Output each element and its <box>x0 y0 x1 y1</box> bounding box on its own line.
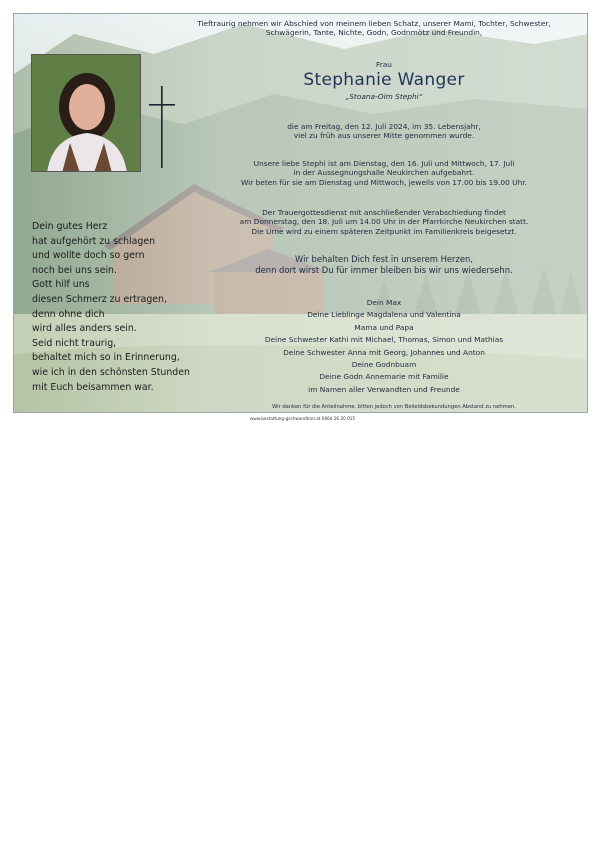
quote <box>204 254 564 275</box>
poem-line: noch bei uns sein. <box>32 264 117 276</box>
poem-line: Dein gutes Herz <box>32 221 108 232</box>
poem-line: hat aufgehört zu schlagen <box>32 235 156 247</box>
nickname: „Stoana-Oim Stephi“ <box>345 92 423 101</box>
death-text <box>214 122 554 141</box>
poem-line: denn ohne dich <box>32 308 105 320</box>
poem-line: Seid nicht traurig, <box>32 337 117 349</box>
header-line: Schwägerin, Tante, Nichte, Godn, Godnmötz und Freundin, <box>265 28 483 38</box>
obituary-card <box>13 13 588 413</box>
service-line: am Donnerstag, den 18. Juli um 14.00 Uhr in der Pfarrkirche Neukirchen statt. <box>239 217 529 227</box>
service-line: Die Urne wird zu einem späteren Zeitpunkt im Familienkreis beigesetzt. <box>251 226 517 236</box>
mourner-line: Deine Godn Annemarie mit Familie <box>319 372 449 382</box>
poem-line: behaltet mich so in Erinnerung, <box>32 352 180 364</box>
service-line: Der Trauergottesdienst mit anschließender Verabschiedung findet <box>262 208 506 217</box>
deceased-name: Stephanie Wanger <box>303 70 465 90</box>
poem <box>32 220 190 395</box>
mourner-line: Deine Schwester Kathi mit Michael, Thomas, Simon und Mathias <box>264 335 504 345</box>
header-text <box>164 19 584 38</box>
poem-line: und wollte doch so gern <box>32 250 145 262</box>
wake-line: in der Aussegnungshalle Neukirchen aufgebahrt. <box>293 168 475 178</box>
thanks-note: Wir danken für die Anteilnahme, bitten jedoch von Beileidsbekundungen Abstand zu nehmen. <box>272 404 516 410</box>
quote-line: Wir behalten Dich fest in unserem Herzen, <box>294 254 473 264</box>
poem-line: wird alles anders sein. <box>32 323 137 335</box>
mourner-line: Dein Max <box>366 298 402 307</box>
mourner-line: Mama und Papa <box>354 322 414 332</box>
death-line: die am Freitag, den 12. Juli 2024, im 35. Lebensjahr, <box>287 122 481 131</box>
salutation: Frau <box>376 60 392 69</box>
wake-line: Unsere liebe Stephi ist am Dienstag, den 16. Juli und Mittwoch, 17. Juli <box>253 159 515 168</box>
poem-line: diesen Schmerz zu ertragen, <box>32 293 167 305</box>
wake-text <box>184 159 584 187</box>
mourner-line: Deine Lieblinge Magdalena und Valentina <box>307 310 461 320</box>
death-line: viel zu früh aus unserer Mitte genommen wurde. <box>293 131 475 141</box>
poem-line: mit Euch beisammen war. <box>32 381 154 393</box>
mourners-list <box>234 297 534 396</box>
portrait-photo <box>31 54 141 172</box>
cross-icon <box>149 86 175 168</box>
quote-line: denn dort wirst Du für immer bleiben bis wir uns wiedersehn. <box>255 264 513 275</box>
footer-contact: www.bestattung-gschwandtner.at 0664 26 20 015 <box>250 416 356 421</box>
header-line: Tieftraurig nehmen wir Abschied von meinem lieben Schatz, unserer Mami, Tochter, Schwester, <box>197 19 551 28</box>
poem-line: wie ich in den schönsten Stunden <box>32 366 190 378</box>
mourner-line: Deine Godnbuam <box>351 360 417 370</box>
service-text <box>184 208 584 236</box>
wake-line: Wir beten für sie am Dienstag und Mittwoch, jeweils von 17.00 bis 19.00 Uhr. <box>241 177 527 187</box>
mourner-line: Deine Schwester Anna mit Georg, Johannes und Anton <box>283 347 485 357</box>
poem-line: Gott hilf uns <box>32 279 90 291</box>
mourner-line: im Namen aller Verwandten und Freunde <box>308 384 460 394</box>
